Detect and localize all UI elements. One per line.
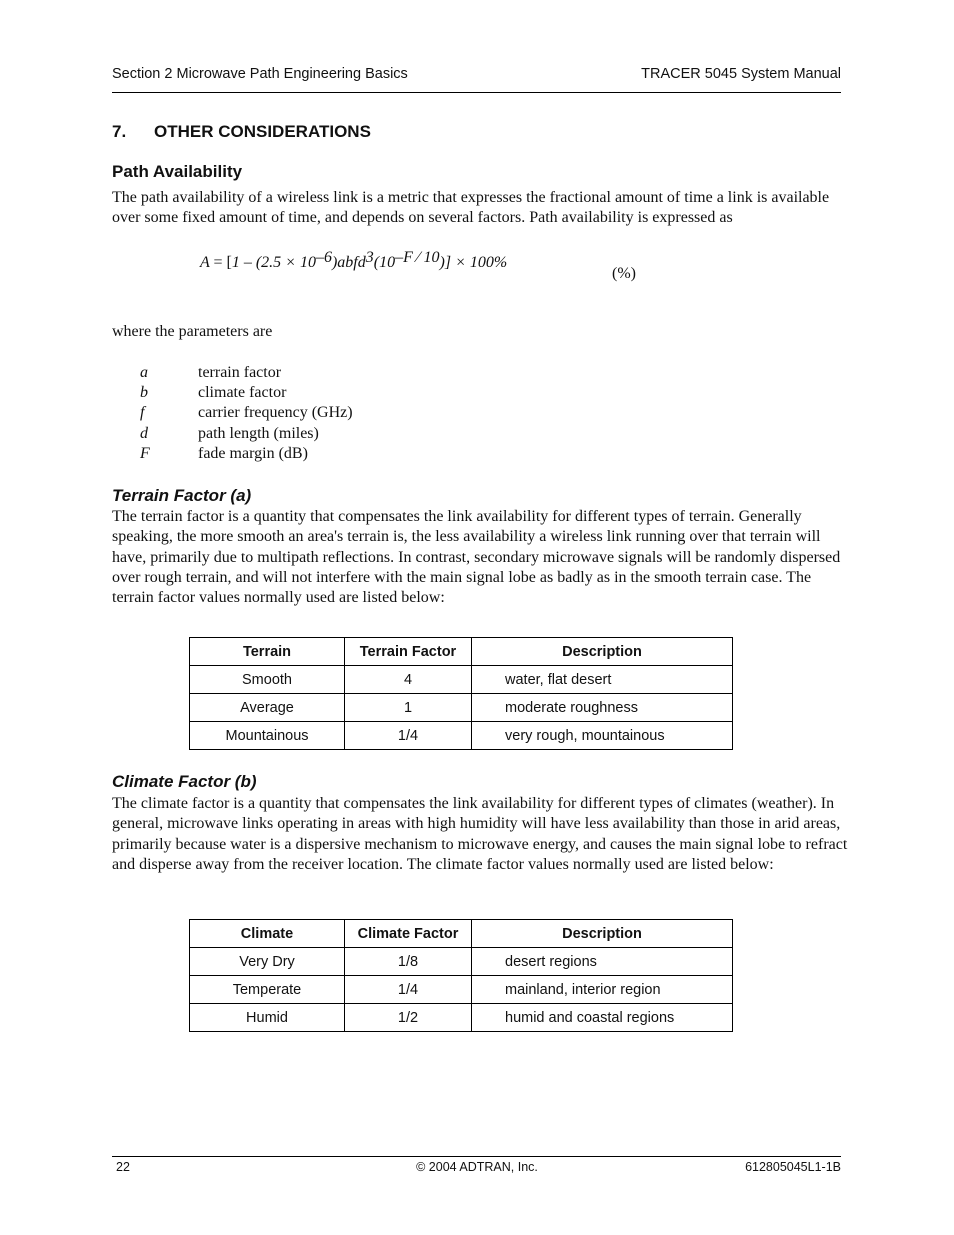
column-header: Climate [190, 920, 345, 948]
formula-exp1: –6 [315, 249, 332, 266]
footer-copyright: © 2004 ADTRAN, Inc. [416, 1160, 538, 1174]
column-header: Terrain [190, 638, 345, 666]
column-header: Terrain Factor [345, 638, 472, 666]
table-row [190, 1004, 733, 1032]
table-row [190, 694, 733, 722]
param-desc: terrain factor [198, 364, 282, 381]
path-availability-intro: The path availability of a wireless link is a metric that expresses the fractional amount of time a link is available over some fixed amount of time, and depends on several factors. Path availability is expressed as [112, 189, 830, 227]
table-cell: 1/8 [345, 948, 472, 976]
table-cell: 4 [345, 666, 472, 694]
param-row [140, 424, 353, 444]
table-cell: Smooth [190, 666, 345, 694]
param-desc: carrier frequency (GHz) [198, 404, 353, 422]
param-row [140, 403, 353, 423]
formula-close: )] × 100% [439, 254, 508, 271]
param-row [140, 444, 353, 464]
table-cell: Mountainous [190, 722, 345, 750]
table-row [190, 722, 733, 750]
footer-divider [112, 1156, 841, 1157]
climate-factor-text: The climate factor is a quantity that compensates the link availability for different types of climates (weather). In general, microwave links operating in areas with high humidity will have less availability than those in arid areas, primarily because water is a dispersive mechanism to microwave energy, and causes the main signal lobe to refract and disperse away from the receiver location. The climate factor values normally used are listed below: [112, 795, 848, 873]
table-cell: Very Dry [190, 948, 345, 976]
param-row [140, 383, 353, 403]
table-cell: 1 [345, 694, 472, 722]
formula-exp3: –F ⁄ 10 [395, 249, 440, 266]
table-cell: desert regions [472, 948, 733, 976]
param-row [140, 363, 353, 383]
footer-page-number: 22 [116, 1160, 130, 1174]
table-cell: mainland, interior region [472, 976, 733, 1004]
path-availability-heading: Path Availability [112, 162, 243, 181]
table-row [190, 666, 733, 694]
table-cell: Temperate [190, 976, 345, 1004]
formula-coef: 2.5 × 10 [261, 254, 316, 271]
table-cell: humid and coastal regions [472, 1004, 733, 1032]
param-desc: fade margin (dB) [198, 444, 308, 462]
column-header: Climate Factor [345, 920, 472, 948]
param-symbol: b [140, 384, 148, 402]
table-cell: 1/4 [345, 722, 472, 750]
formula-ten: 10 [379, 254, 396, 271]
table-cell: moderate roughness [472, 694, 733, 722]
climate-factor-heading: Climate Factor (b) [112, 772, 257, 791]
formula-vars: )abfd [331, 254, 366, 271]
footer-doc-number: 612805045L1-1B [745, 1160, 841, 1174]
param-symbol: F [140, 444, 150, 462]
terrain-factor-text: The terrain factor is a quantity that compensates the link availability for different types of terrain. Generally speaking, the more smooth an area's terrain is, the less availability a wireless link running over that terrain will have, primarily due to multipath reflections. In contrast, secondary microwave signals will be randomly dispersed over rough terrain, and will not interfere with the main signal lobe as badly as in the smooth terrain case. The terrain factor values normally used are listed below: [112, 508, 841, 607]
header-section-title: Section 2 Microwave Path Engineering Basics [112, 66, 408, 82]
climate-table [189, 919, 733, 1032]
section-heading [112, 122, 371, 142]
table-row [190, 948, 733, 976]
availability-formula [200, 249, 508, 272]
formula-lhs: A [200, 254, 210, 271]
formula-open-bracket: [ [226, 254, 232, 271]
section-number: 7. [112, 122, 127, 141]
header-divider [112, 92, 841, 93]
param-symbol: a [140, 364, 148, 381]
column-header: Description [472, 638, 733, 666]
where-text: where the parameters are [112, 323, 273, 340]
formula-unit: (%) [612, 265, 636, 282]
table-cell: water, flat desert [472, 666, 733, 694]
param-desc: climate factor [198, 384, 287, 402]
formula-equals: = [213, 254, 223, 271]
table-header-row [190, 638, 733, 666]
section-title: OTHER CONSIDERATIONS [154, 122, 371, 141]
table-cell: very rough, mountainous [472, 722, 733, 750]
formula-exp2: 3 [365, 249, 374, 266]
terrain-factor-heading: Terrain Factor (a) [112, 486, 252, 505]
parameter-list [140, 363, 353, 464]
column-header: Description [472, 920, 733, 948]
table-header-row [190, 920, 733, 948]
formula-open-paren: ( [373, 254, 380, 271]
table-cell: Average [190, 694, 345, 722]
table-cell: Humid [190, 1004, 345, 1032]
table-cell: 1/4 [345, 976, 472, 1004]
table-row [190, 976, 733, 1004]
param-desc: path length (miles) [198, 424, 319, 442]
param-symbol: f [140, 404, 145, 422]
header-manual-title: TRACER 5045 System Manual [641, 66, 841, 82]
formula-one-minus: 1 – ( [231, 254, 262, 271]
table-cell: 1/2 [345, 1004, 472, 1032]
param-symbol: d [140, 424, 148, 442]
terrain-table [189, 637, 733, 750]
